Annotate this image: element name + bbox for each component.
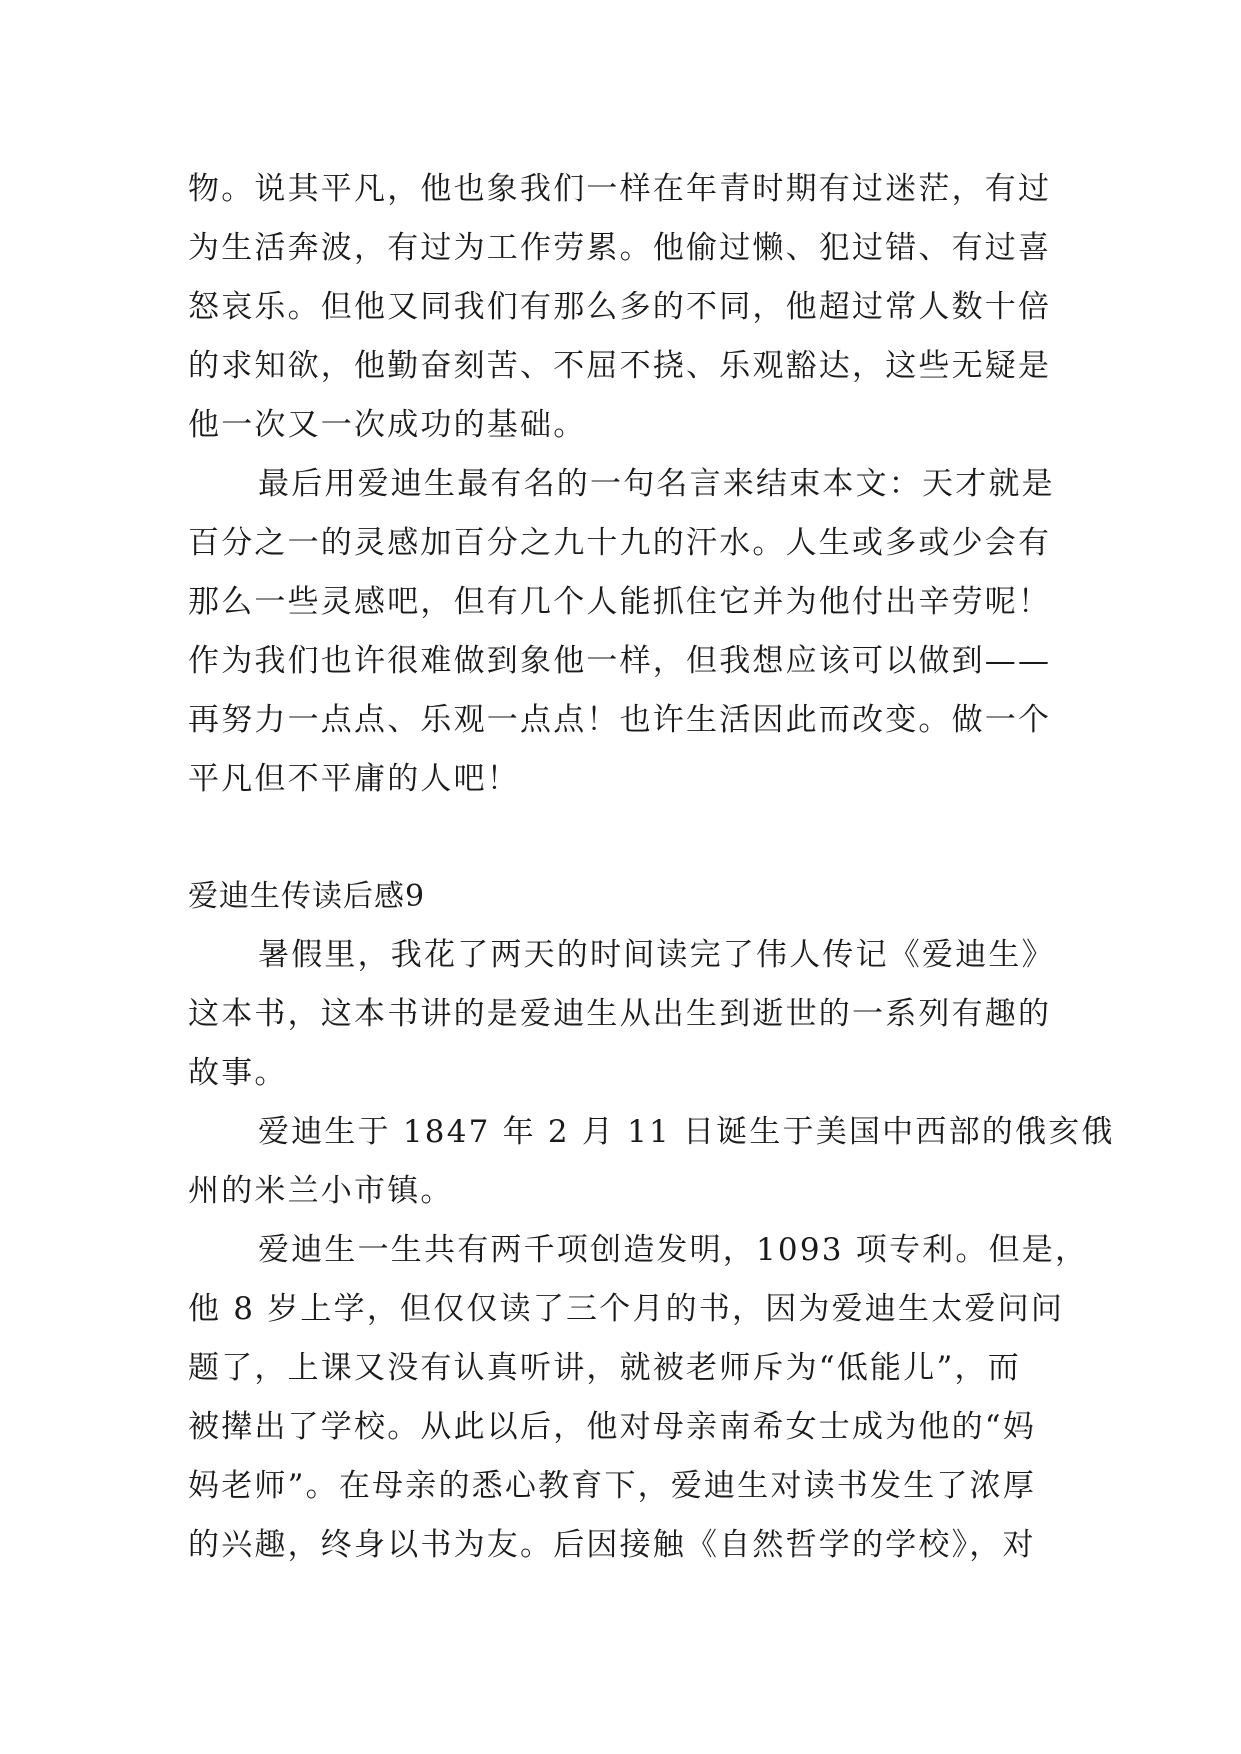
section-spacer — [188, 809, 1068, 867]
text-line: 被撵出了学校。从此以后，他对母亲南希女士成为他的“妈 — [188, 1409, 1037, 1445]
text-line: 这本书，这本书讲的是爱迪生从出生到逝世的一系列有趣的 — [188, 996, 1052, 1032]
text-line: 那么一些灵感吧，但有几个人能抓住它并为他付出辛劳呢！ — [188, 584, 1052, 620]
paragraph-summer-reading — [188, 926, 1068, 1103]
paragraph-continued — [188, 160, 1068, 455]
text-line: 百分之一的灵感加百分之九十九的汗水。人生或多或少会有 — [188, 525, 1052, 561]
text-line: 爱迪生于 1847 年 2 月 11 日诞生于美国中西部的俄亥俄 — [258, 1114, 1115, 1150]
text-line: 他一次又一次成功的基础。 — [188, 407, 587, 443]
paragraph-inventions — [188, 1221, 1089, 1575]
text-line: 最后用爱迪生最有名的一句名言来结束本文：天才就是 — [258, 466, 1055, 502]
text-line: 再努力一点点、乐观一点点！也许生活因此而改变。做一个 — [188, 702, 1052, 738]
text-line: 爱迪生一生共有两千项创造发明，1093 项专利。但是， — [258, 1232, 1089, 1268]
text-line: 故事。 — [188, 1055, 288, 1091]
text-line: 物。说其平凡，他也象我们一样在年青时期有过迷茫，有过 — [188, 171, 1052, 207]
text-line: 题了，上课又没有认真听讲，就被老师斥为“低能儿”，而 — [188, 1350, 1021, 1386]
text-line: 州的米兰小市镇。 — [188, 1173, 454, 1209]
text-line: 暑假里，我花了两天的时间读完了伟人传记《爱迪生》 — [258, 937, 1055, 973]
section-title: 爱迪生传读后感9 — [188, 879, 426, 914]
document-body — [188, 160, 1115, 1575]
text-line: 怒哀乐。但他又同我们有那么多的不同，他超过常人数十倍 — [188, 289, 1052, 325]
paragraph-closing — [188, 455, 1068, 809]
text-line: 妈老师”。在母亲的悉心教育下，爱迪生对读书发生了浓厚 — [188, 1468, 1037, 1504]
text-line: 为生活奔波，有过为工作劳累。他偷过懒、犯过错、有过喜 — [188, 230, 1052, 266]
text-line: 作为我们也许很难做到象他一样，但我想应该可以做到—— — [188, 643, 1052, 679]
text-line: 的兴趣，终身以书为友。后因接触《自然哲学的学校》，对 — [188, 1527, 1036, 1563]
paragraph-birth — [188, 1103, 1115, 1221]
text-line: 平凡但不平庸的人吧！ — [188, 761, 520, 797]
text-line: 他 8 岁上学，但仅仅读了三个月的书，因为爱迪生太爱问问 — [188, 1291, 1065, 1327]
text-line: 的求知欲，他勤奋刻苦、不屈不挠、乐观豁达，这些无疑是 — [188, 348, 1052, 384]
